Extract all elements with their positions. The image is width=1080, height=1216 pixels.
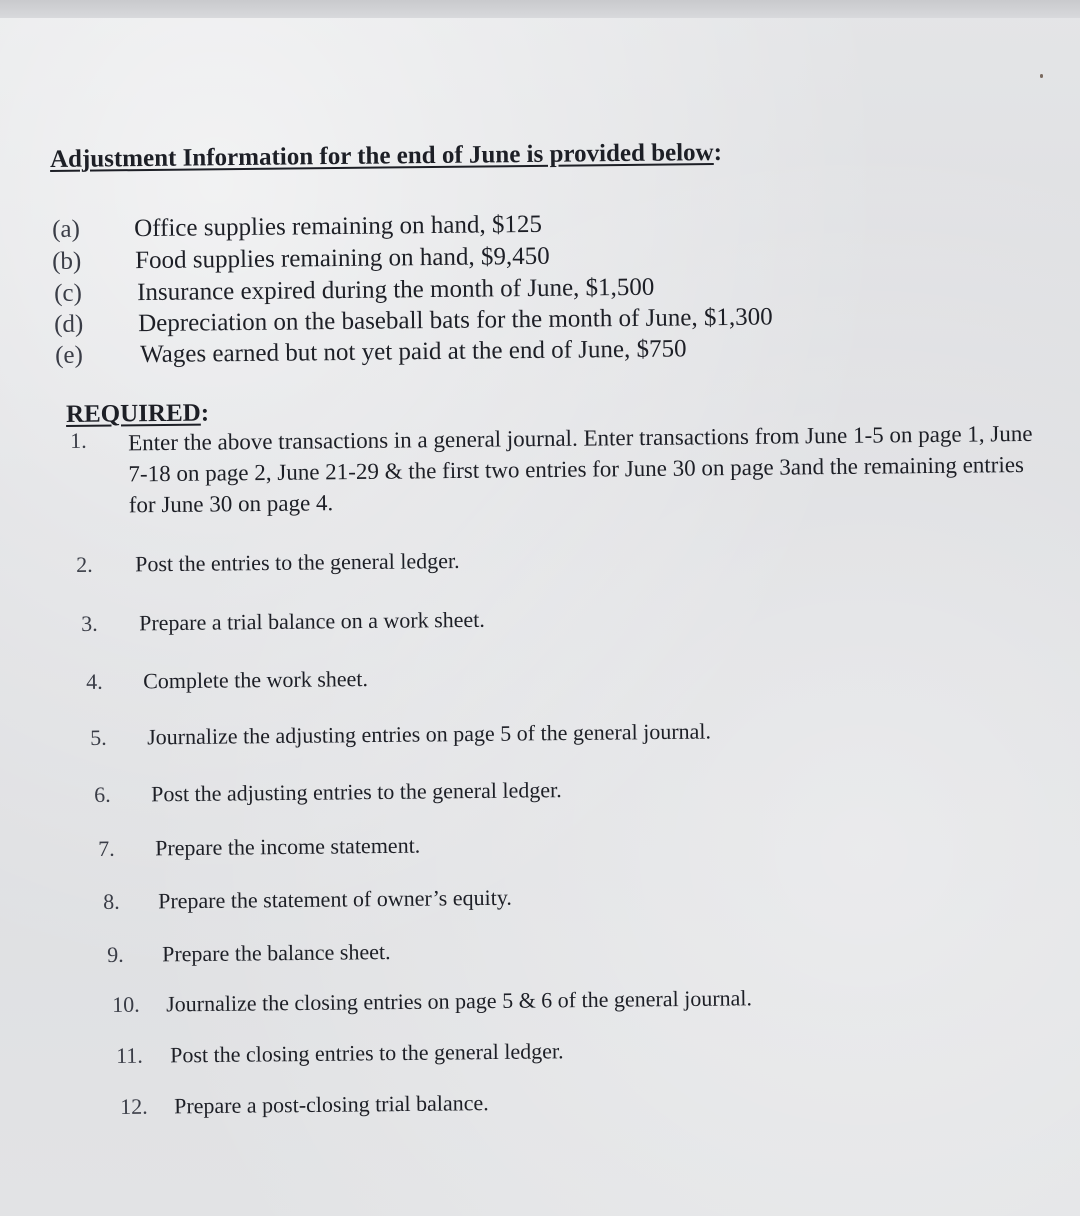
- adjustment-letter: (c): [54, 279, 83, 307]
- required-heading: [66, 400, 209, 429]
- screen-speck: [1040, 74, 1043, 78]
- step-number: 4.: [86, 668, 103, 694]
- screen-top-edge: [0, 0, 1080, 18]
- step-number: 2.: [76, 551, 93, 577]
- step-number: 1.: [70, 427, 87, 453]
- adjustment-heading: [50, 139, 722, 174]
- step-number: 6.: [94, 781, 111, 807]
- adjustment-text: Food supplies remaining on hand, $9,450: [134, 242, 550, 275]
- required-heading-colon: :: [200, 399, 210, 427]
- adjustment-text: Depreciation on the baseball bats for the month of June, $1,300: [137, 303, 773, 338]
- step-number: 11.: [116, 1042, 143, 1068]
- step-number: 3.: [81, 610, 98, 636]
- step-number: 5.: [90, 724, 107, 750]
- step-text: Prepare the balance sheet.: [161, 939, 391, 967]
- step-number: 9.: [107, 941, 124, 967]
- adjustment-letter: (e): [55, 341, 84, 369]
- step-text: Prepare the statement of owner’s equity.: [157, 884, 512, 914]
- adjustment-heading-text: Adjustment Information for the end of June is provided below: [49, 139, 714, 173]
- step-text: Post the adjusting entries to the general ledger.: [150, 777, 562, 807]
- step-text: Prepare a post-closing trial balance.: [173, 1090, 489, 1119]
- adjustment-letter: (a): [52, 215, 81, 243]
- adjustment-letter: (d): [54, 310, 84, 338]
- step-text: Prepare the income statement.: [154, 832, 421, 861]
- step-text: Journalize the closing entries on page 5 & 6 of the general journal.: [165, 985, 753, 1017]
- required-heading-text: REQUIRED: [65, 399, 201, 428]
- adjustment-text: Office supplies remaining on hand, $125: [133, 210, 543, 243]
- step-text: Enter the above transactions in a general journal. Enter transactions from June 1-5 on page 1, June 7-18 on page 2, June 21-29 & the first two entries for June 30 on page 3and the remaining entries for June 30 on page 4.: [128, 420, 1033, 518]
- step-number: 12.: [120, 1093, 148, 1119]
- step-text: Complete the work sheet.: [142, 666, 369, 694]
- adjustment-text: Wages earned but not yet paid at the end of June, $750: [139, 335, 687, 369]
- adjustment-heading-colon: :: [713, 138, 723, 167]
- step-text: Post the entries to the general ledger.: [134, 547, 460, 577]
- adjustment-letter: (b): [52, 247, 82, 275]
- step-text: Prepare a trial balance on a work sheet.: [138, 606, 485, 636]
- step-number: 10.: [112, 991, 140, 1017]
- adjustment-text: Insurance expired during the month of June, $1,500: [136, 273, 655, 307]
- step-text: Post the closing entries to the general ledger.: [169, 1038, 564, 1068]
- step-text: Journalize the adjusting entries on page 5 of the general journal.: [146, 718, 712, 750]
- step-number: 7.: [98, 835, 115, 861]
- step-number: 8.: [103, 888, 120, 914]
